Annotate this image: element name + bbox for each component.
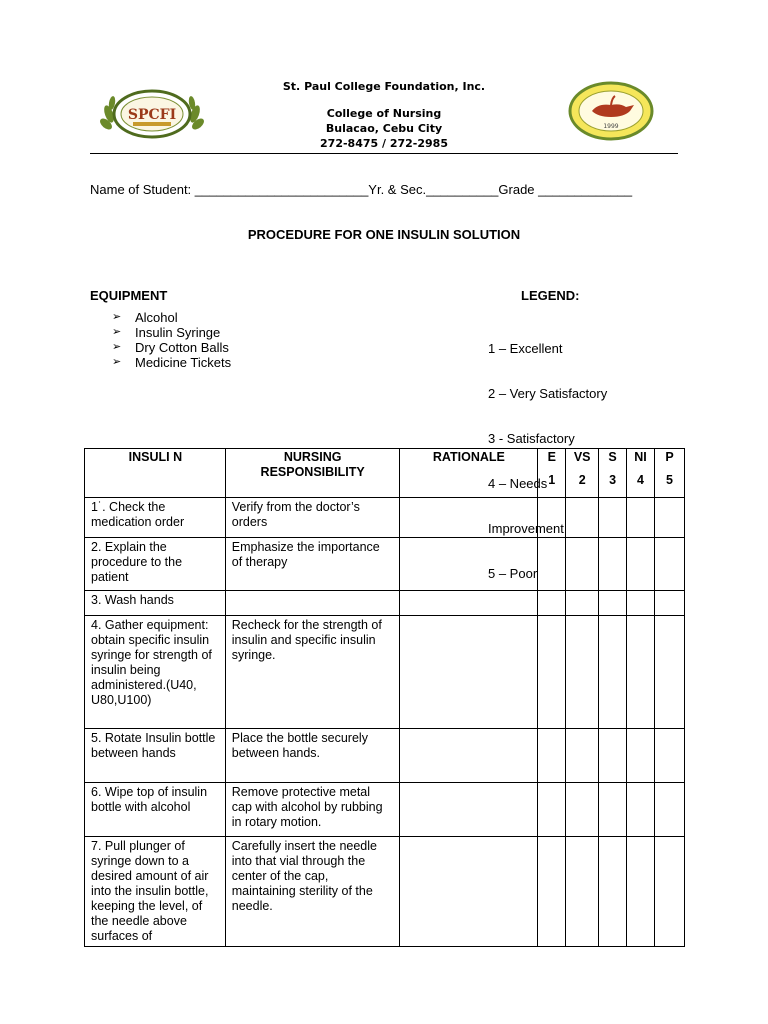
col-header-nursing-responsibility: NURSING RESPONSIBILITY — [225, 449, 399, 498]
table-row — [85, 498, 685, 538]
arrow-bullet-icon: ➢ — [112, 356, 122, 368]
col-header-s: S 3 — [599, 449, 627, 498]
score-cell-vs[interactable] — [566, 729, 599, 783]
institution-name: St. Paul College Foundation, Inc. — [282, 80, 486, 93]
score-cell-ni[interactable] — [627, 616, 655, 729]
score-cell-s[interactable] — [599, 538, 627, 591]
score-cell-p[interactable] — [655, 729, 685, 783]
score-cell-s[interactable] — [599, 729, 627, 783]
student-info-line: Name of Student: ________________________Yr. & Sec.__________Grade _____________ — [90, 182, 633, 197]
score-cell-ni[interactable] — [627, 538, 655, 591]
score-cell-vs[interactable] — [566, 837, 599, 947]
score-cell-e[interactable] — [538, 729, 566, 783]
legend-item: 5 – Poor — [488, 566, 538, 581]
score-cell-s[interactable] — [599, 498, 627, 538]
legend-item: Improvement — [488, 521, 564, 536]
col-header-rationale: RATIONALE — [399, 449, 538, 498]
table-row — [85, 837, 685, 947]
step-cell: 2. Explain the procedure to the patient — [85, 538, 226, 591]
score-cell-e[interactable] — [538, 538, 566, 591]
score-cell-s[interactable] — [599, 837, 627, 947]
equipment-item: ➢ Medicine Tickets — [112, 355, 232, 370]
score-cell-s[interactable] — [599, 591, 627, 616]
score-cell-vs[interactable] — [566, 616, 599, 729]
table-row — [85, 783, 685, 837]
score-cell-s[interactable] — [599, 616, 627, 729]
responsibility-cell: Carefully insert the needle into that vial through the center of the cap, maintaining sterility of the needle. — [225, 837, 399, 947]
rationale-cell[interactable] — [399, 538, 538, 591]
score-cell-vs[interactable] — [566, 498, 599, 538]
col-header-e: E 1 — [538, 449, 566, 498]
spcfi-logo — [99, 88, 205, 140]
score-cell-vs[interactable] — [566, 783, 599, 837]
rationale-cell[interactable] — [399, 616, 538, 729]
college-name: College of Nursing — [326, 107, 442, 120]
col-header-p: P 5 — [655, 449, 685, 498]
col-header-vs: VS 2 — [566, 449, 599, 498]
rationale-cell[interactable] — [399, 591, 538, 616]
table-row — [85, 591, 685, 616]
legend-heading: LEGEND: — [521, 288, 580, 303]
equipment-heading: EQUIPMENT — [90, 288, 168, 303]
score-cell-vs[interactable] — [566, 538, 599, 591]
score-cell-s[interactable] — [599, 783, 627, 837]
table-row — [85, 616, 685, 729]
score-cell-ni[interactable] — [627, 837, 655, 947]
responsibility-cell: Emphasize the importance of therapy — [225, 538, 399, 591]
col-header-insulin: INSULI N — [85, 449, 226, 498]
rationale-cell[interactable] — [399, 783, 538, 837]
procedure-table — [84, 448, 685, 947]
step-cell: 4. Gather equipment: obtain specific insulin syringe for strength of insulin being administered.(U40, U80,U100) — [85, 616, 226, 729]
arrow-bullet-icon: ➢ — [112, 311, 122, 323]
legend-item: 2 – Very Satisfactory — [488, 386, 608, 401]
score-cell-p[interactable] — [655, 591, 685, 616]
col-header-ni: NI 4 — [627, 449, 655, 498]
score-cell-vs[interactable] — [566, 591, 599, 616]
score-cell-p[interactable] — [655, 498, 685, 538]
responsibility-cell: Place the bottle securely between hands. — [225, 729, 399, 783]
responsibility-cell: Remove protective metal cap with alcohol by rubbing in rotary motion. — [225, 783, 399, 837]
score-cell-p[interactable] — [655, 837, 685, 947]
rationale-cell[interactable] — [399, 729, 538, 783]
procedure-title: PROCEDURE FOR ONE INSULIN SOLUTION — [247, 227, 521, 242]
score-cell-p[interactable] — [655, 616, 685, 729]
step-cell: 1˙. Check the medication order — [85, 498, 226, 538]
responsibility-cell: Verify from the doctor’s orders — [225, 498, 399, 538]
equipment-item: ➢ Insulin Syringe — [112, 325, 221, 340]
score-cell-ni[interactable] — [627, 591, 655, 616]
rationale-cell[interactable] — [399, 837, 538, 947]
responsibility-cell — [225, 591, 399, 616]
responsibility-cell: Recheck for the strength of insulin and specific insulin syringe. — [225, 616, 399, 729]
college-phone: 272-8475 / 272-2985 — [320, 137, 448, 150]
arrow-bullet-icon: ➢ — [112, 326, 122, 338]
step-cell: 6. Wipe top of insulin bottle with alcohol — [85, 783, 226, 837]
equipment-item: ➢ Dry Cotton Balls — [112, 340, 229, 355]
step-cell: 5. Rotate Insulin bottle between hands — [85, 729, 226, 783]
legend-item: 1 – Excellent — [488, 341, 563, 356]
table-row — [85, 538, 685, 591]
college-address: Bulacao, Cebu City — [325, 122, 443, 135]
logo-left-text: SPCFI — [127, 107, 177, 123]
rationale-cell[interactable] — [399, 498, 538, 538]
logo-right-text: 1999 — [603, 123, 619, 130]
score-cell-p[interactable] — [655, 783, 685, 837]
score-cell-ni[interactable] — [627, 498, 655, 538]
header-divider — [90, 153, 678, 154]
score-cell-p[interactable] — [655, 538, 685, 591]
score-cell-ni[interactable] — [627, 729, 655, 783]
score-cell-e[interactable] — [538, 837, 566, 947]
score-cell-ni[interactable] — [627, 783, 655, 837]
step-cell: 3. Wash hands — [85, 591, 226, 616]
step-cell: 7. Pull plunger of syringe down to a desired amount of air into the insulin bottle, keeping the level, of the needle above surfaces of — [85, 837, 226, 947]
score-cell-e[interactable] — [538, 498, 566, 538]
legend-item: 3 - Satisfactory — [488, 431, 575, 446]
arrow-bullet-icon: ➢ — [112, 341, 122, 353]
equipment-item: ➢ Alcohol — [112, 310, 178, 325]
table-row — [85, 729, 685, 783]
legend-item: 4 – Needs — [488, 476, 548, 491]
nursing-seal-logo — [568, 81, 654, 141]
table-header-row — [85, 449, 685, 498]
equipment-list — [112, 310, 231, 370]
score-cell-e[interactable] — [538, 616, 566, 729]
score-cell-e[interactable] — [538, 783, 566, 837]
score-cell-e[interactable] — [538, 591, 566, 616]
